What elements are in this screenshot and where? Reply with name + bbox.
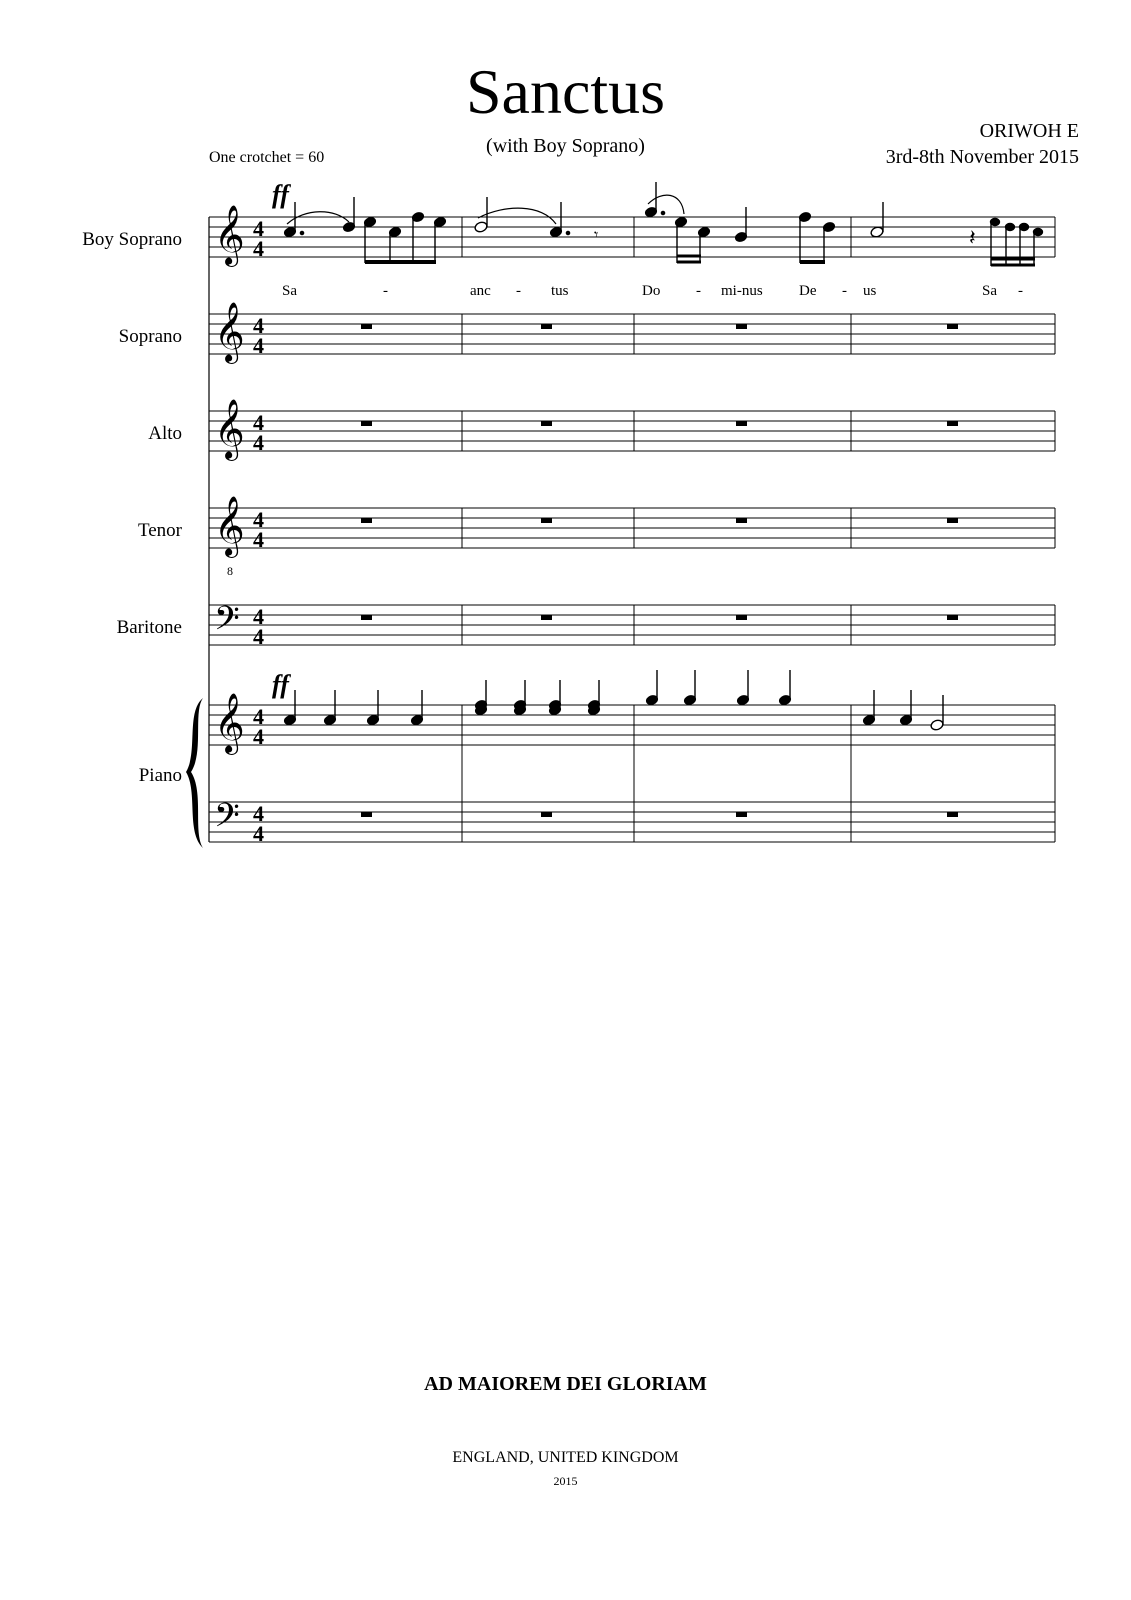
piano-rh-notes (283, 670, 944, 731)
time-signature: 4 (253, 507, 264, 532)
staff-baritone (209, 605, 1055, 645)
svg-text:𝄽: 𝄽 (969, 226, 976, 251)
octave-marker: 8 (227, 564, 233, 578)
bass-clef-icon: 𝄢 (214, 600, 240, 646)
time-signature: 4 (253, 801, 264, 826)
page-subtitle: (with Boy Soprano) (486, 135, 645, 157)
time-signature: 4 (253, 604, 264, 629)
dedication: AD MAIOREM DEI GLORIAM (424, 1373, 707, 1395)
treble-clef-icon: 𝄞 (214, 399, 245, 459)
dynamic-ff: ff (272, 670, 289, 699)
time-signature: 4 (253, 216, 264, 241)
lyric-syllable: - (383, 283, 388, 299)
svg-text:4: 4 (253, 527, 264, 552)
composition-date: 3rd-8th November 2015 (885, 146, 1079, 168)
lyric-syllable: - (842, 283, 847, 299)
treble-clef-icon: 𝄞 (214, 496, 245, 556)
staff-tenor (209, 508, 1055, 548)
time-signature: 4 (253, 313, 264, 338)
piano-brace (186, 698, 203, 848)
lyric-syllable: us (863, 283, 877, 299)
staff-boy-soprano (209, 217, 1055, 257)
lyric-syllable: tus (551, 283, 569, 299)
treble-clef-icon: 𝄞 (214, 302, 245, 362)
staff-piano-lh (209, 802, 1055, 842)
treble-clef-icon: 𝄞 (214, 693, 245, 753)
svg-text:4: 4 (253, 624, 264, 649)
lyric-syllable: Sa (282, 283, 297, 299)
lyric-syllable: mi-nus (721, 283, 763, 299)
instrument-label-piano: Piano (138, 765, 182, 786)
dynamic-ff: ff (272, 180, 289, 209)
measure-rests (361, 324, 958, 817)
instrument-label-boy-soprano: Boy Soprano (82, 229, 182, 250)
svg-text:4: 4 (253, 821, 264, 846)
lyric-syllable: - (516, 283, 521, 299)
instrument-label-soprano: Soprano (118, 326, 182, 347)
composer-name: ORIWOH E (979, 120, 1079, 142)
lyrics-line (282, 283, 1023, 299)
lyric-syllable: - (1018, 283, 1023, 299)
time-signature: 4 (253, 704, 264, 729)
staff-piano-rh (209, 705, 1055, 745)
time-signature: 4 (253, 410, 264, 435)
year: 2015 (553, 1474, 578, 1488)
svg-text:𝄾: 𝄾 (594, 225, 599, 244)
lyric-syllable: anc (470, 283, 491, 299)
svg-text:4: 4 (253, 724, 264, 749)
lyric-syllable: - (696, 283, 701, 299)
instrument-label-alto: Alto (148, 423, 182, 444)
place-name: ENGLAND, UNITED KINGDOM (452, 1449, 679, 1466)
bass-clef-icon: 𝄢 (214, 797, 240, 843)
boy-soprano-notes (283, 182, 1042, 266)
staff-soprano (209, 314, 1055, 354)
lyric-syllable: De (799, 283, 817, 299)
page-title: Sanctus (465, 56, 666, 127)
barlines (462, 217, 1055, 842)
svg-text:4: 4 (253, 236, 264, 261)
tempo-marking: One crotchet = 60 (209, 149, 325, 166)
svg-text:4: 4 (253, 430, 264, 455)
treble-clef-icon: 𝄞 (214, 205, 245, 265)
svg-text:4: 4 (253, 333, 264, 358)
instrument-label-tenor: Tenor (137, 520, 182, 541)
instrument-label-baritone: Baritone (116, 617, 182, 638)
lyric-syllable: Do (642, 283, 661, 299)
staff-alto (209, 411, 1055, 451)
lyric-syllable: Sa (982, 283, 997, 299)
